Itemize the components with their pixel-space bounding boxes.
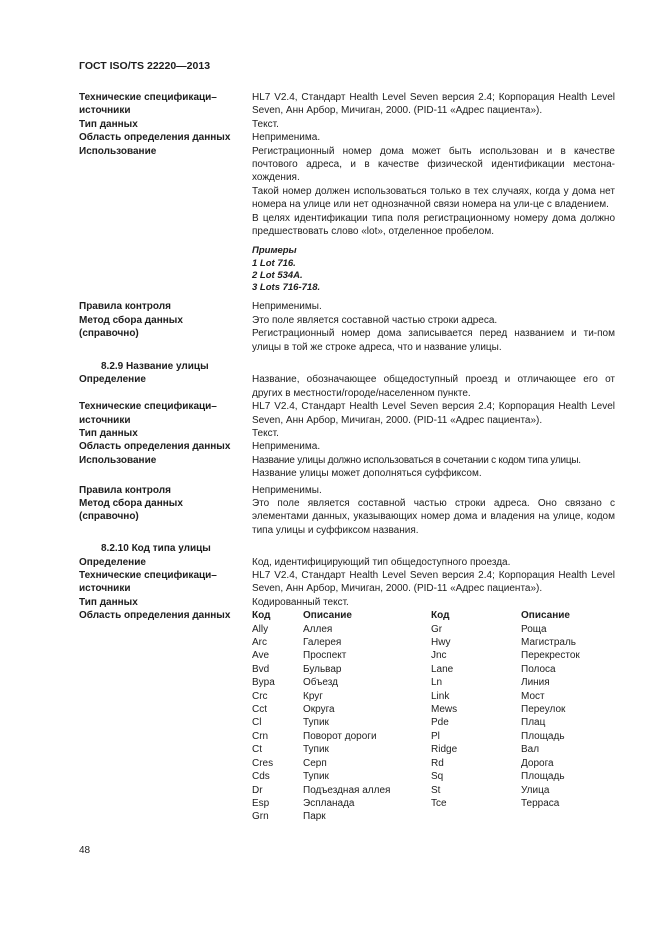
spec-row (79, 569, 615, 596)
field-value: Это поле является составной частью строки адреса. Оно связано с элементами данных, указывающих номер дома и владения на улице, кодом типа улицы и суффиксом названия. (252, 497, 615, 536)
description-cell: Линия (521, 677, 550, 689)
type-row (79, 596, 615, 609)
code-cell: Ct (252, 744, 262, 756)
description-cell: Аллея (303, 623, 333, 635)
domain-row (79, 609, 615, 824)
code-cell: Cl (252, 717, 262, 729)
field-value: HL7 V2.4, Стандарт Health Level Seven версия 2.4; Корпорация Health Level Seven, Анн Арбор, Мичиган, 2000. (PID-11 «Адрес пациента»). (252, 401, 615, 426)
field-label: (справочно) (79, 511, 139, 523)
spec-row (79, 91, 615, 118)
code-cell: Pde (431, 717, 449, 729)
description-cell: Подъездная аллея (303, 784, 391, 796)
usage-row (79, 454, 615, 481)
field-label: Использование (79, 454, 157, 466)
field-label: Правила контроля (79, 301, 171, 313)
description-cell: Поворот дороги (303, 730, 377, 742)
description-cell: Терраса (521, 797, 560, 809)
description-cell: Улица (521, 784, 550, 796)
field-value: Кодированный текст. (252, 596, 349, 608)
page-number: 48 (79, 845, 91, 856)
code-cell: Lane (431, 663, 454, 675)
field-value: Текст. (252, 118, 279, 130)
example-item: 3 Lots 716-718. (252, 282, 321, 294)
description-cell: Тупик (303, 717, 329, 729)
field-label: Использование (79, 145, 157, 157)
description-cell: Проспект (303, 650, 347, 662)
code-cell: Tce (431, 797, 447, 809)
description-cell: Объезд (303, 677, 338, 689)
paragraph: Название улицы должно использоваться в сочетании с кодом типа улицы. (252, 454, 581, 466)
method-row (79, 497, 615, 537)
paragraph: Это поле является составной частью строки адреса. (252, 314, 498, 326)
field-value: HL7 V2.4, Стандарт Health Level Seven версия 2.4; Корпорация Health Level Seven, Анн Арбор, Мичиган, 2000. (PID-11 «Адрес пациента»). (252, 92, 615, 117)
code-cell: Ridge (431, 744, 458, 756)
code-cell: St (431, 784, 441, 796)
field-label: Метод сбора данных (79, 497, 183, 509)
usage-row (79, 145, 615, 301)
field-label: Тип данных (79, 118, 138, 130)
rules-row (79, 484, 615, 497)
code-cell: Ln (431, 677, 443, 689)
description-cell: Вал (521, 744, 540, 756)
section-heading: 8.2.9 Название улицы (101, 360, 209, 372)
field-value: Код, идентифицирующий тип общедоступного проезда. (252, 556, 511, 568)
field-value: Неприменима. (252, 132, 321, 144)
description-cell: Галерея (303, 637, 342, 649)
field-value: Неприменима. (252, 441, 321, 453)
code-cell: Bvd (252, 663, 270, 675)
code-cell: Arc (252, 637, 267, 649)
type-row (79, 118, 615, 131)
code-cell: Ally (252, 623, 269, 635)
field-label: Правила контроля (79, 484, 171, 496)
code-cell: Dr (252, 784, 263, 796)
definition-row (79, 556, 615, 569)
domain-row (79, 440, 615, 453)
column-header: Описание (521, 610, 570, 622)
column-header: Код (431, 610, 450, 622)
code-cell: Link (431, 690, 450, 702)
code-cell: Cres (252, 757, 274, 769)
field-value: Неприменимы. (252, 484, 322, 496)
description-cell: Магистраль (521, 637, 576, 649)
field-value: Текст. (252, 427, 279, 439)
field-label: Технические спецификаци– (79, 92, 217, 103)
description-cell: Переулок (521, 704, 566, 716)
field-label: Тип данных (79, 596, 138, 608)
code-cell (431, 810, 521, 823)
example-item: 2 Lot 534A. (252, 269, 303, 281)
description-cell: Круг (303, 690, 323, 702)
field-label: Технические спецификаци– (79, 570, 217, 581)
definition-row (79, 373, 615, 400)
domain-row (79, 131, 615, 144)
description-cell: Плац (521, 717, 546, 729)
code-cell: Cds (252, 771, 270, 783)
code-cell: Crn (252, 730, 269, 742)
paragraph: Регистрационный номер дома может быть использован и в качестве почтового адреса, и в качестве физической идентификации местона-хождения. (252, 145, 615, 184)
code-cell: Ave (252, 650, 270, 662)
description-cell: Мост (521, 690, 545, 702)
paragraph: Регистрационный номер дома записывается перед названием и ти-пом улицы в той же строке адреса, что и название улицы. (252, 328, 615, 353)
description-cell: Тупик (303, 744, 329, 756)
code-cell: Sq (431, 771, 444, 783)
field-value: HL7 V2.4, Стандарт Health Level Seven версия 2.4; Корпорация Health Level Seven, Анн Арбор, Мичиган, 2000. (PID-11 «Адрес пациента»). (252, 570, 615, 595)
spec-row (79, 400, 615, 427)
description-cell: Полоса (521, 663, 556, 675)
description-cell: Площадь (521, 771, 565, 783)
code-cell: Mews (431, 704, 458, 716)
paragraph: Название улицы может дополняться суффиксом. (252, 468, 482, 480)
description-cell: Площадь (521, 730, 565, 742)
field-label: Определение (79, 374, 146, 386)
field-label: Определение (79, 556, 146, 568)
field-label: Технические спецификаци– (79, 401, 217, 413)
description-cell: Тупик (303, 771, 329, 783)
document-header: ГОСТ ISO/TS 22220—2013 (79, 60, 211, 72)
description-cell: Дорога (521, 757, 554, 769)
description-cell: Эспланада (303, 797, 355, 809)
code-cell: Cct (252, 704, 267, 716)
code-cell: Grn (252, 811, 269, 823)
code-cell: Esp (252, 797, 270, 809)
code-cell: Crc (252, 690, 268, 702)
street-type-code-table (252, 609, 621, 824)
field-label: Область определения данных (79, 441, 231, 453)
description-cell (521, 810, 621, 823)
description-cell: Бульвар (303, 663, 342, 675)
document-body (79, 91, 615, 824)
code-cell: Pl (431, 730, 440, 742)
field-value: Название, обозначающее общедоступный проезд и отличающее его от других в местности/городе/населенном пункте. (252, 374, 615, 399)
field-label: Область определения данных (79, 610, 231, 622)
field-label: Область определения данных (79, 132, 231, 144)
field-value: Неприменимы. (252, 301, 322, 313)
field-label: источники (79, 105, 131, 117)
field-label: Тип данных (79, 427, 138, 439)
description-cell: Роща (521, 623, 547, 635)
code-cell: Jnc (431, 650, 447, 662)
code-cell: Bypa (252, 677, 275, 689)
examples-block (252, 245, 615, 294)
field-label: (справочно) (79, 328, 139, 340)
description-cell: Серп (303, 757, 327, 769)
description-cell: Перекресток (521, 650, 580, 662)
examples-title: Примеры (252, 245, 297, 257)
field-label: Метод сбора данных (79, 314, 183, 326)
column-header: Код (252, 610, 271, 622)
field-label: источники (79, 583, 131, 595)
type-row (79, 427, 615, 440)
rules-row (79, 300, 615, 313)
code-cell: Gr (431, 623, 443, 635)
paragraph: Такой номер должен использоваться только в тех случаях, когда у дома нет номера на улице или нет однозначной связи номера на ули-це с владением. (252, 185, 615, 211)
paragraph: В целях идентификации типа поля регистрационному номеру дома должно предшествовать слово «lot», отделенное пробелом. (252, 212, 615, 238)
example-item: 1 Lot 716. (252, 257, 296, 269)
column-header: Описание (303, 610, 352, 622)
code-cell: Rd (431, 757, 444, 769)
method-row (79, 314, 615, 354)
code-cell: Hwy (431, 637, 451, 649)
description-cell: Округа (303, 704, 335, 716)
description-cell: Парк (303, 811, 326, 823)
section-heading: 8.2.10 Код типа улицы (101, 543, 211, 555)
field-label: источники (79, 414, 131, 426)
